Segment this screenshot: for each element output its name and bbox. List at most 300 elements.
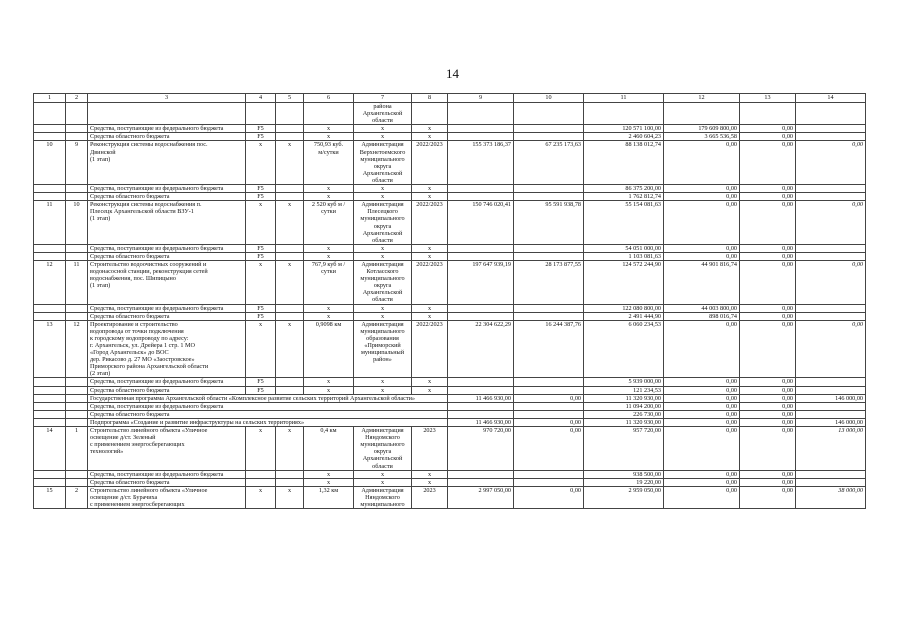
table-cell: x xyxy=(412,478,448,486)
table-cell: x xyxy=(246,260,276,304)
program-regional-row-label: Средства областного бюджета xyxy=(88,410,448,418)
table-cell xyxy=(66,244,88,252)
table-cell: Строительство водоочистных сооружений и водонасосной станции, реконструкция сетей водоснабжения, пос. Шипицыно (1 этап) xyxy=(88,260,246,304)
table-cell: Средства, поступающие из федерального бюджета xyxy=(88,244,246,252)
table-cell: x xyxy=(412,185,448,193)
column-number: 13 xyxy=(740,94,796,103)
table-cell: Средства, поступающие из федерального бюджета xyxy=(88,378,246,386)
table-cell xyxy=(276,378,304,386)
blank-cell xyxy=(34,410,66,418)
table-cell xyxy=(276,312,304,320)
table-cell xyxy=(514,252,584,260)
subprogram-row-c9: 11 466 930,00 xyxy=(448,418,514,426)
table-cell: x xyxy=(412,304,448,312)
column-number: 8 xyxy=(412,94,448,103)
table-row xyxy=(34,141,866,185)
table-cell: 19 220,00 xyxy=(584,478,664,486)
table-cell xyxy=(514,193,584,201)
table-cell: 0,00 xyxy=(664,185,740,193)
table-cell xyxy=(796,125,866,133)
table-cell: x xyxy=(412,133,448,141)
blank-cell xyxy=(66,394,88,402)
table-cell: 0,00 xyxy=(664,386,740,394)
table-cell: 0,00 xyxy=(514,427,584,471)
subprogram-row-c12: 0,00 xyxy=(664,418,740,426)
table-cell xyxy=(740,103,796,125)
table-cell: 0,00 xyxy=(740,260,796,304)
table-cell xyxy=(796,103,866,125)
table-cell xyxy=(584,103,664,125)
table-cell: 44 901 816,74 xyxy=(664,260,740,304)
table-cell xyxy=(514,304,584,312)
table-cell xyxy=(514,125,584,133)
table-cell: 1,32 км xyxy=(304,486,354,508)
table-cell: 0,00 xyxy=(664,201,740,245)
table-cell: Средства, поступающие из федерального бюджета xyxy=(88,304,246,312)
table-row xyxy=(34,478,866,486)
table-cell xyxy=(448,386,514,394)
table-row xyxy=(34,193,866,201)
table-cell: Проектирование и строительство водопровода от точки подключения к городскому водопроводу по адресу: г. Архангельск, ул. Дрейера 1 стр. 1 МО «Город Архангельск» до ВОС дер. Рикасово д. 27 МО «Заостровское» Приморского района Архангельской области (2 этап) xyxy=(88,320,246,378)
program-row-c11: 11 320 930,00 xyxy=(584,394,664,402)
table-cell xyxy=(514,103,584,125)
program-row-c13: 0,00 xyxy=(740,394,796,402)
table-cell: x xyxy=(246,201,276,245)
column-number: 7 xyxy=(354,94,412,103)
table-cell: x xyxy=(276,486,304,508)
table-cell: F5 xyxy=(246,125,276,133)
program-federal-row-c10 xyxy=(514,402,584,410)
table-cell: 6 060 234,53 xyxy=(584,320,664,378)
blank-cell xyxy=(66,402,88,410)
table-cell: x xyxy=(304,125,354,133)
program-regional-row-c11: 226 730,00 xyxy=(584,410,664,418)
table-cell: 0,00 xyxy=(740,193,796,201)
table-cell xyxy=(276,193,304,201)
table-cell xyxy=(664,103,740,125)
table-cell xyxy=(448,133,514,141)
table-cell: x xyxy=(246,320,276,378)
table-cell: Реконструкция системы водоснабжения п. Плесецк Архангельской области ВЗУ-1 (1 этап) xyxy=(88,201,246,245)
table-cell: района Архангельской области xyxy=(354,103,412,125)
table-cell: Средства областного бюджета xyxy=(88,386,246,394)
table-cell: 67 235 173,63 xyxy=(514,141,584,185)
program-row-c12: 0,00 xyxy=(664,394,740,402)
program-federal-row-c14 xyxy=(796,402,866,410)
table-cell xyxy=(88,103,246,125)
table-cell: 0,00 xyxy=(740,201,796,245)
table-row xyxy=(34,201,866,245)
table-cell: Администрация Верхнетоемского муниципального округа Архангельской области xyxy=(354,141,412,185)
table-cell: 767,9 куб м / сутки xyxy=(304,260,354,304)
table-cell: 0,00 xyxy=(740,141,796,185)
table-cell xyxy=(276,103,304,125)
table-cell xyxy=(796,185,866,193)
table-cell: Администрация муниципального образования «Приморский муниципальный район» xyxy=(354,320,412,378)
table-cell: 0,00 xyxy=(740,486,796,508)
column-number: 14 xyxy=(796,94,866,103)
table-cell: 88 138 012,74 xyxy=(584,141,664,185)
program-row-c9: 11 466 930,00 xyxy=(448,394,514,402)
table-cell: F5 xyxy=(246,304,276,312)
table-cell: 0,00 xyxy=(740,320,796,378)
table-cell xyxy=(66,193,88,201)
table-cell: 0,00 xyxy=(664,320,740,378)
table-cell xyxy=(276,252,304,260)
table-cell xyxy=(448,185,514,193)
table-cell: x xyxy=(276,427,304,471)
table-cell: 14 xyxy=(34,427,66,471)
column-number: 1 xyxy=(34,94,66,103)
blank-cell xyxy=(66,418,88,426)
table-cell xyxy=(276,470,304,478)
table-cell: x xyxy=(246,427,276,471)
table-cell: x xyxy=(276,201,304,245)
table-cell: 938 500,00 xyxy=(584,470,664,478)
table-cell xyxy=(514,185,584,193)
table-cell: 0,00 xyxy=(664,478,740,486)
column-number: 10 xyxy=(514,94,584,103)
table-cell: Средства, поступающие из федерального бюджета xyxy=(88,470,246,478)
table-cell: 0,00 xyxy=(796,201,866,245)
table-cell xyxy=(34,244,66,252)
table-cell: x xyxy=(276,260,304,304)
table-cell: x xyxy=(354,244,412,252)
table-cell xyxy=(34,125,66,133)
table-cell: 95 591 938,78 xyxy=(514,201,584,245)
table-cell xyxy=(796,386,866,394)
blank-cell xyxy=(34,402,66,410)
table-cell: 10 xyxy=(66,201,88,245)
table-cell: 55 154 081,63 xyxy=(584,201,664,245)
table-cell: 0,00 xyxy=(740,378,796,386)
column-number: 5 xyxy=(276,94,304,103)
table-cell: 0,00 xyxy=(664,141,740,185)
table-cell: Администрация Няндомского муниципального xyxy=(354,486,412,508)
program-row xyxy=(34,394,866,402)
table-cell: 179 609 800,00 xyxy=(664,125,740,133)
program-regional-row xyxy=(34,410,866,418)
table-cell: 0,00 xyxy=(740,312,796,320)
table-cell: x xyxy=(354,185,412,193)
table-cell: 2022/2023 xyxy=(412,201,448,245)
table-cell: Реконструкция системы водоснабжения пос. Двинской (1 этап) xyxy=(88,141,246,185)
table-cell: 2022/2023 xyxy=(412,320,448,378)
table-cell: 15 xyxy=(34,486,66,508)
table-cell: x xyxy=(354,312,412,320)
table-cell: F5 xyxy=(246,378,276,386)
table-cell: 0,00 xyxy=(740,304,796,312)
table-cell: x xyxy=(276,320,304,378)
table-cell: 2022/2023 xyxy=(412,260,448,304)
table-cell: F5 xyxy=(246,244,276,252)
column-number: 3 xyxy=(88,94,246,103)
table-cell xyxy=(246,103,276,125)
table-cell: 0,00 xyxy=(740,244,796,252)
table-cell xyxy=(448,252,514,260)
table-row xyxy=(34,103,866,125)
program-federal-row-c12: 0,00 xyxy=(664,402,740,410)
table-cell: F5 xyxy=(246,193,276,201)
table-cell: x xyxy=(354,478,412,486)
table-cell xyxy=(796,252,866,260)
table-cell: x xyxy=(304,312,354,320)
table-cell: 3 665 536,58 xyxy=(664,133,740,141)
table-cell: Средства областного бюджета xyxy=(88,252,246,260)
table-cell: 0,00 xyxy=(796,320,866,378)
table-cell xyxy=(66,103,88,125)
table-cell: Средства областного бюджета xyxy=(88,193,246,201)
table-cell xyxy=(66,252,88,260)
table-cell: 0,00 xyxy=(740,386,796,394)
table-cell xyxy=(66,312,88,320)
program-regional-row-c10 xyxy=(514,410,584,418)
table-row xyxy=(34,260,866,304)
table-cell xyxy=(66,470,88,478)
program-regional-row-c9 xyxy=(448,410,514,418)
table-cell: 13 000,00 xyxy=(796,427,866,471)
program-federal-row-c11: 11 094 200,00 xyxy=(584,402,664,410)
table-cell: x xyxy=(354,125,412,133)
table-cell: 9 xyxy=(66,141,88,185)
table-cell xyxy=(246,478,276,486)
table-cell: 150 746 020,41 xyxy=(448,201,514,245)
table-cell xyxy=(34,470,66,478)
table-cell: x xyxy=(412,125,448,133)
table-cell: 11 xyxy=(34,201,66,245)
table-cell: 12 xyxy=(34,260,66,304)
table-cell xyxy=(66,304,88,312)
table-cell: x xyxy=(354,304,412,312)
table-cell xyxy=(304,103,354,125)
table-cell: 122 080 800,00 xyxy=(584,304,664,312)
table-row xyxy=(34,185,866,193)
table-cell xyxy=(276,478,304,486)
program-regional-row-c13: 0,00 xyxy=(740,410,796,418)
table-cell xyxy=(34,252,66,260)
table-cell: 197 647 939,19 xyxy=(448,260,514,304)
table-cell: 0,9098 км xyxy=(304,320,354,378)
table-cell: F5 xyxy=(246,185,276,193)
table-cell: x xyxy=(246,486,276,508)
table-cell: 0,00 xyxy=(514,486,584,508)
table-cell: 0,00 xyxy=(740,478,796,486)
table-cell: Средства областного бюджета xyxy=(88,478,246,486)
table-cell: Администрация Няндомского муниципального округа Архангельской области xyxy=(354,427,412,471)
column-number: 11 xyxy=(584,94,664,103)
table-cell: x xyxy=(304,378,354,386)
table-cell: F5 xyxy=(246,133,276,141)
table-cell: 86 375 200,00 xyxy=(584,185,664,193)
table-cell xyxy=(448,312,514,320)
table-cell: 970 720,00 xyxy=(448,427,514,471)
table-cell: 0,00 xyxy=(664,486,740,508)
table-cell xyxy=(514,133,584,141)
table-cell xyxy=(514,386,584,394)
subprogram-row-c14: 146 000,00 xyxy=(796,418,866,426)
table-cell: 0,00 xyxy=(796,260,866,304)
table-cell: 0,00 xyxy=(740,470,796,478)
table-cell xyxy=(448,378,514,386)
table-cell xyxy=(66,125,88,133)
table-cell xyxy=(276,304,304,312)
table-cell xyxy=(66,386,88,394)
table-cell: Средства областного бюджета xyxy=(88,133,246,141)
subprogram-row xyxy=(34,418,866,426)
column-number: 4 xyxy=(246,94,276,103)
table-cell: x xyxy=(304,244,354,252)
table-cell xyxy=(448,304,514,312)
table-cell: Администрация Котласского муниципального округа Архангельской области xyxy=(354,260,412,304)
program-federal-row xyxy=(34,402,866,410)
table-cell: 5 939 000,00 xyxy=(584,378,664,386)
table-cell: 13 xyxy=(34,320,66,378)
column-number: 9 xyxy=(448,94,514,103)
table-cell xyxy=(412,103,448,125)
table-cell xyxy=(246,470,276,478)
table-cell xyxy=(796,244,866,252)
table-row xyxy=(34,125,866,133)
table-row xyxy=(34,304,866,312)
table-cell xyxy=(796,193,866,201)
table-cell: x xyxy=(354,193,412,201)
table-cell: 957 720,00 xyxy=(584,427,664,471)
table-cell: x xyxy=(304,304,354,312)
table-cell: 155 373 186,37 xyxy=(448,141,514,185)
table-cell xyxy=(34,304,66,312)
table-cell: 0,00 xyxy=(740,427,796,471)
table-cell: x xyxy=(412,470,448,478)
table-cell: Средства, поступающие из федерального бюджета xyxy=(88,185,246,193)
table-cell: 0,00 xyxy=(664,378,740,386)
table-cell: 2022/2023 xyxy=(412,141,448,185)
program-regional-row-c14 xyxy=(796,410,866,418)
table-row xyxy=(34,244,866,252)
table-cell: 16 244 387,76 xyxy=(514,320,584,378)
table-cell xyxy=(796,312,866,320)
table-cell: F5 xyxy=(246,312,276,320)
table-cell: x xyxy=(354,386,412,394)
program-federal-row-c9 xyxy=(448,402,514,410)
table-cell: F5 xyxy=(246,252,276,260)
table-cell xyxy=(448,103,514,125)
table-cell: 10 xyxy=(34,141,66,185)
table-cell xyxy=(796,304,866,312)
table-cell xyxy=(34,193,66,201)
table-cell xyxy=(796,133,866,141)
table-cell: x xyxy=(412,386,448,394)
subprogram-row-label: Подпрограмма «Создание и развитие инфраструктуры на сельских территориях» xyxy=(88,418,448,426)
table-cell: x xyxy=(304,252,354,260)
table-cell: x xyxy=(354,470,412,478)
table-cell: 750,93 куб. м/сутки xyxy=(304,141,354,185)
table-cell: 0,00 xyxy=(664,427,740,471)
table-cell: x xyxy=(276,141,304,185)
table-cell: x xyxy=(354,378,412,386)
table-row xyxy=(34,486,866,508)
table-cell: 0,00 xyxy=(664,244,740,252)
table-cell: 0,00 xyxy=(740,133,796,141)
blank-cell xyxy=(34,394,66,402)
column-number-row xyxy=(34,94,866,103)
table-cell xyxy=(514,478,584,486)
table-cell: 1 xyxy=(66,427,88,471)
table-cell: x xyxy=(354,252,412,260)
table-cell: 28 173 877,55 xyxy=(514,260,584,304)
table-cell: 0,00 xyxy=(664,193,740,201)
table-cell: 12 xyxy=(66,320,88,378)
table-cell xyxy=(34,185,66,193)
table-cell xyxy=(34,312,66,320)
table-cell: 2023 xyxy=(412,486,448,508)
blank-cell xyxy=(34,418,66,426)
table-cell: 0,4 км xyxy=(304,427,354,471)
table-cell: 2 520 куб м / сутки xyxy=(304,201,354,245)
page-number: 14 xyxy=(446,66,459,81)
subprogram-row-c13: 0,00 xyxy=(740,418,796,426)
table-cell xyxy=(66,133,88,141)
table-cell xyxy=(514,244,584,252)
column-number: 6 xyxy=(304,94,354,103)
table-cell: 0,00 xyxy=(664,252,740,260)
table-cell: x xyxy=(354,133,412,141)
table-cell: x xyxy=(304,470,354,478)
table-cell: 0,00 xyxy=(664,470,740,478)
table-cell: x xyxy=(246,141,276,185)
table-cell: x xyxy=(304,386,354,394)
table-cell xyxy=(34,386,66,394)
table-cell: Строительство линейного объекта «Уличное освещение д/ст. Зеленый с применением энергосберегающих технологий» xyxy=(88,427,246,471)
table-cell: 124 572 244,90 xyxy=(584,260,664,304)
table-cell: 2 491 444,90 xyxy=(584,312,664,320)
table-cell: x xyxy=(304,193,354,201)
table-cell: x xyxy=(412,244,448,252)
column-number: 2 xyxy=(66,94,88,103)
blank-cell xyxy=(66,410,88,418)
table-row xyxy=(34,470,866,478)
table-cell: 38 000,00 xyxy=(796,486,866,508)
table-cell xyxy=(448,470,514,478)
table-cell: 0,00 xyxy=(796,141,866,185)
table-cell: 2 959 050,00 xyxy=(584,486,664,508)
table-cell xyxy=(276,185,304,193)
table-cell xyxy=(34,478,66,486)
table-cell: 11 xyxy=(66,260,88,304)
table-cell xyxy=(66,185,88,193)
table-cell xyxy=(448,125,514,133)
table-row xyxy=(34,320,866,378)
subprogram-row-c10: 0,00 xyxy=(514,418,584,426)
table-cell: 121 234,53 xyxy=(584,386,664,394)
table-cell xyxy=(448,478,514,486)
budget-table xyxy=(33,93,866,509)
table-cell xyxy=(796,478,866,486)
table-cell xyxy=(276,133,304,141)
table-cell: 2 460 604,23 xyxy=(584,133,664,141)
program-federal-row-c13: 0,00 xyxy=(740,402,796,410)
table-cell xyxy=(514,378,584,386)
table-cell: x xyxy=(304,478,354,486)
table-cell: x xyxy=(412,378,448,386)
table-cell: 0,00 xyxy=(740,185,796,193)
table-row xyxy=(34,378,866,386)
table-cell xyxy=(514,312,584,320)
table-cell: 120 571 100,00 xyxy=(584,125,664,133)
table-cell xyxy=(276,244,304,252)
table-row xyxy=(34,252,866,260)
column-number: 12 xyxy=(664,94,740,103)
table-cell: x xyxy=(304,133,354,141)
